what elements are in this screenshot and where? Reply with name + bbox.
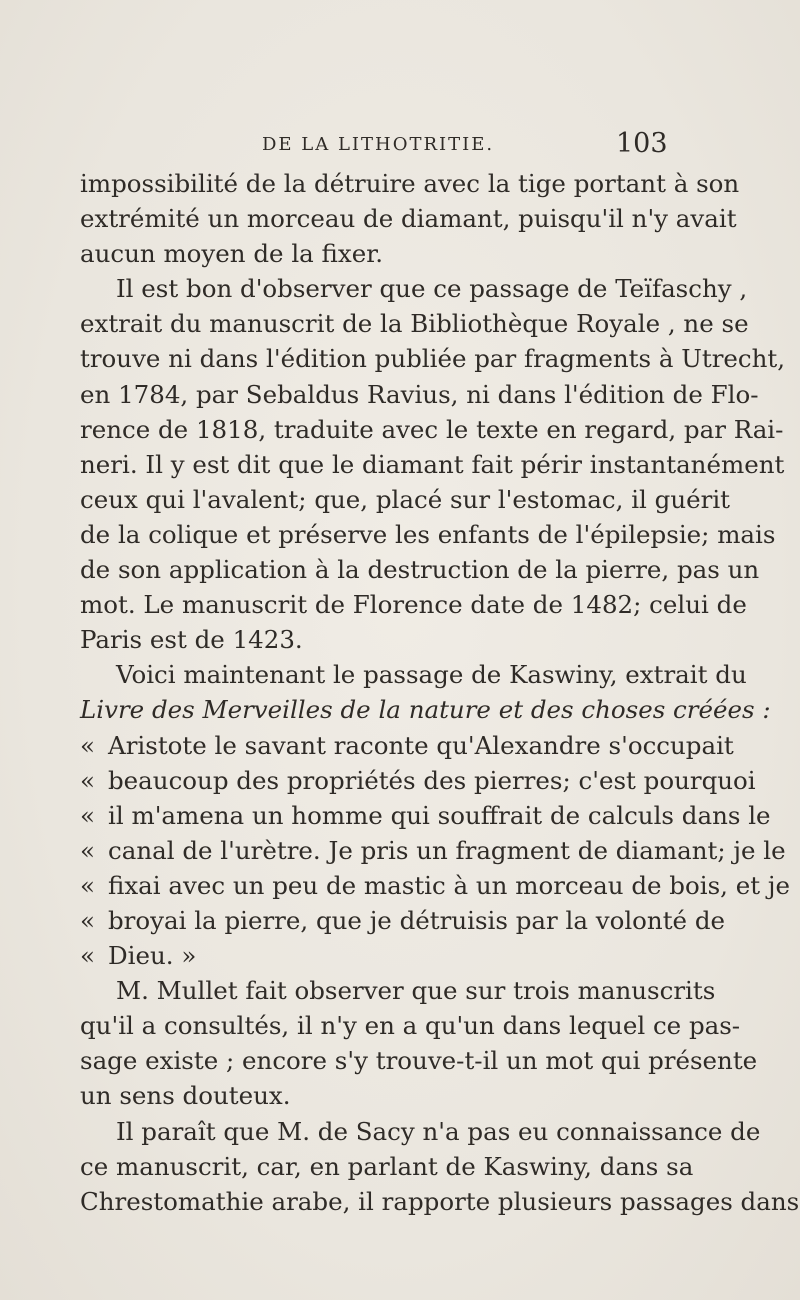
text-line: sage existe ; encore s'y trouve-t-il un mot qui présente bbox=[80, 1046, 758, 1076]
text-line: Il est bon d'observer que ce passage de Teïfaschy , bbox=[116, 274, 748, 304]
text-line: trouve ni dans l'édition publiée par fragments à Utrecht, bbox=[80, 344, 786, 374]
quote-mark: « bbox=[80, 765, 95, 795]
text-line: Il paraît que M. de Sacy n'a pas eu connaissance de bbox=[116, 1116, 761, 1146]
quote-mark: « bbox=[80, 870, 95, 900]
text-line: rence de 1818, traduite avec le texte en regard, par Rai- bbox=[80, 414, 784, 444]
text-line: ce manuscrit, car, en parlant de Kaswiny, dans sa bbox=[80, 1151, 694, 1181]
text-line: Paris est de 1423. bbox=[80, 625, 303, 655]
text-line: extrémité un morceau de diamant, puisqu'il n'y avait bbox=[80, 204, 737, 234]
book-title-line: Livre des Merveilles de la nature et des choses créées : bbox=[80, 695, 771, 725]
quote-mark: « bbox=[80, 835, 95, 865]
text-line: Voici maintenant le passage de Kaswiny, extrait du bbox=[116, 660, 747, 690]
quote-line bbox=[80, 868, 790, 903]
quote-text: beaucoup des propriétés des pierres; c'est pourquoi bbox=[108, 765, 756, 795]
text-line: mot. Le manuscrit de Florence date de 1482; celui de bbox=[80, 590, 747, 620]
quote-line bbox=[80, 938, 676, 973]
running-head: DE LA LITHOTRITIE. bbox=[262, 134, 495, 155]
text-line: un sens douteux. bbox=[80, 1081, 291, 1111]
text-line: impossibilité de la détruire avec la tige portant à son bbox=[80, 169, 740, 198]
quote-line bbox=[80, 833, 786, 868]
quote-line bbox=[80, 798, 771, 833]
quote-mark: « bbox=[80, 905, 95, 935]
quote-mark: « bbox=[80, 941, 95, 971]
quote-text: fixai avec un peu de mastic à un morceau de bois, et je bbox=[108, 870, 790, 900]
quote-text: il m'amena un homme qui souffrait de calculs dans le bbox=[108, 800, 771, 830]
text-line: aucun moyen de la fixer. bbox=[80, 239, 384, 269]
text-line: en 1784, par Sebaldus Ravius, ni dans l'édition de Flo- bbox=[80, 379, 759, 409]
text-line: de la colique et préserve les enfants de l'épilepsie; mais bbox=[80, 519, 776, 549]
text-line: Chrestomathie arabe, il rapporte plusieurs passages dans bbox=[80, 1186, 800, 1216]
quote-text: Aristote le savant raconte qu'Alexandre s'occupait bbox=[108, 730, 734, 760]
quote-text: broyai la pierre, que je détruisis par la volonté de bbox=[108, 905, 726, 935]
quote-line bbox=[80, 728, 734, 763]
body-text bbox=[80, 166, 800, 1219]
text-line: M. Mullet fait observer que sur trois manuscrits bbox=[116, 976, 716, 1006]
quote-mark: « bbox=[80, 730, 95, 760]
quote-line bbox=[80, 763, 756, 798]
text-line: neri. Il y est dit que le diamant fait périr instantanément bbox=[80, 449, 785, 479]
text-line: de son application à la destruction de la pierre, pas un bbox=[80, 555, 760, 585]
quote-text: Dieu. » bbox=[108, 941, 197, 971]
quote-mark: « bbox=[80, 800, 95, 830]
page-number: 103 bbox=[616, 128, 668, 159]
text-line: extrait du manuscrit de la Bibliothèque Royale , ne se bbox=[80, 309, 749, 339]
text-line: ceux qui l'avalent; que, placé sur l'estomac, il guérit bbox=[80, 484, 731, 514]
text-line: qu'il a consultés, il n'y en a qu'un dans lequel ce pas- bbox=[80, 1011, 741, 1041]
quote-text: canal de l'urètre. Je pris un fragment de diamant; je le bbox=[108, 835, 786, 865]
quote-line bbox=[80, 903, 726, 938]
